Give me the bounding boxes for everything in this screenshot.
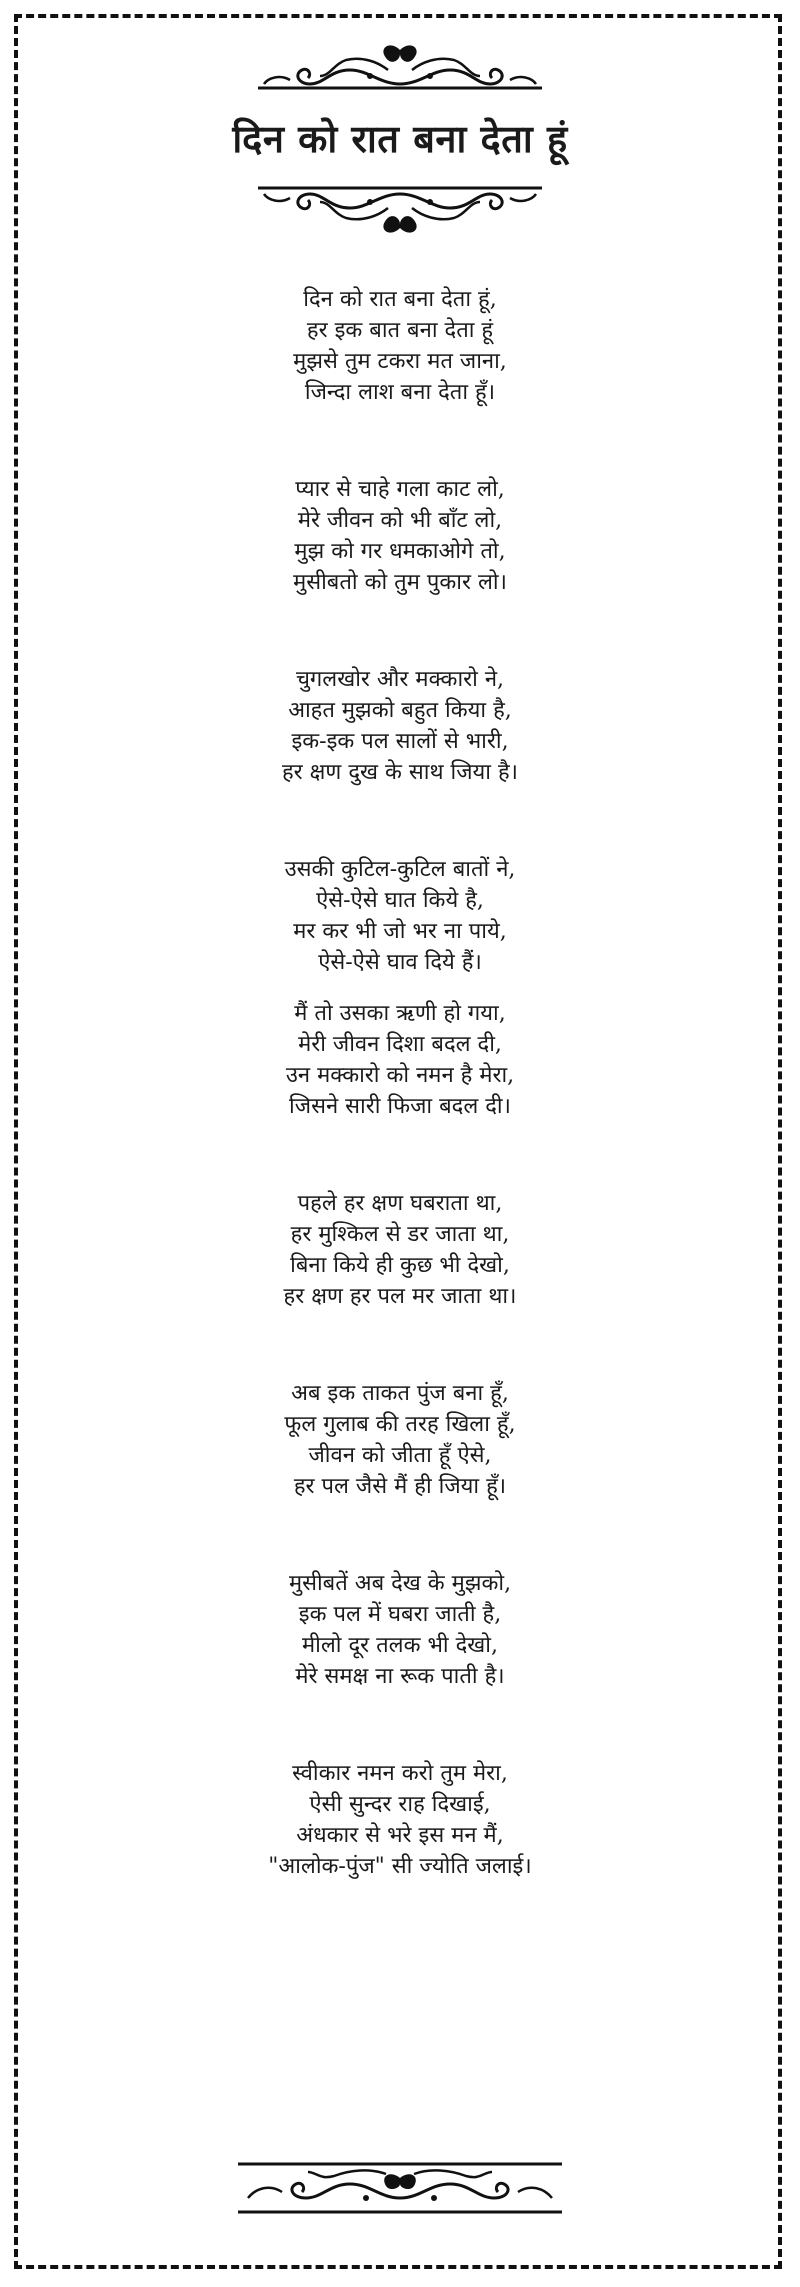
poem-line: मेरे जीवन को भी बाँट लो, — [297, 508, 503, 533]
poem-line: हर इक बात बना देता हूं — [306, 318, 494, 343]
stanza-4 — [0, 854, 800, 978]
stanza-1 — [0, 284, 800, 408]
poem-line: अब इक ताकत पुंज बना हूँ, — [291, 1381, 509, 1406]
ornament-divider-top-icon — [250, 40, 550, 94]
stanza-7 — [0, 1378, 800, 1502]
stanza-5 — [0, 998, 800, 1122]
poem-line: हर पल जैसे मैं ही जिया हूँ। — [293, 1474, 507, 1499]
poem-line: फूल गुलाब की तरह खिला हूँ, — [284, 1412, 516, 1437]
poem-title: दिन को रात बना देता हूं — [232, 116, 568, 161]
poem-line: चुगलखोर और मक्कारो ने, — [295, 667, 505, 692]
poem-line: बिना किये ही कुछ भी देखो, — [290, 1253, 510, 1278]
poem-line: मीलो दूर तलक भी देखो, — [301, 1633, 498, 1658]
poem-line: स्वीकार नमन करो तुम मेरा, — [292, 1761, 508, 1786]
ornament-divider-bottom-icon — [230, 2158, 570, 2218]
stanza-8 — [0, 1568, 800, 1692]
poem-line: ऐसे-ऐसे घाव दिये हैं। — [318, 950, 482, 975]
poem-line: मर कर भी जो भर ना पाये, — [293, 919, 507, 944]
poem-line: ऐसे-ऐसे घात किये है, — [316, 888, 484, 913]
poem-line: मेरी जीवन दिशा बदल दी, — [298, 1032, 502, 1057]
ornament-divider-under-title-icon — [250, 182, 550, 238]
poem-line: अंधकार से भरे इस मन मैं, — [296, 1823, 504, 1848]
poem-line: हर क्षण हर पल मर जाता था। — [283, 1284, 517, 1309]
poem-line: जीवन को जीता हूँ ऐसे, — [308, 1443, 492, 1468]
poem-line: प्यार से चाहे गला काट लो, — [295, 477, 505, 502]
poem-body — [0, 284, 800, 1882]
poem-line: मुझसे तुम टकरा मत जाना, — [293, 349, 507, 374]
poem-line: इक पल में घबरा जाती है, — [298, 1602, 502, 1627]
poem-line: पहले हर क्षण घबराता था, — [297, 1191, 503, 1216]
poem-line: उन मक्कारो को नमन है मेरा, — [285, 1063, 515, 1088]
poem-line: "आलोक-पुंज" सी ज्योति जलाई। — [268, 1854, 532, 1879]
stanza-9 — [0, 1758, 800, 1882]
poem-line: जिसने सारी फिजा बदल दी। — [289, 1094, 511, 1119]
poem-line: आहत मुझको बहुत किया है, — [288, 698, 512, 723]
poem-line: मुसीबतो को तुम पुकार लो। — [293, 570, 507, 595]
poem-line: हर मुश्किल से डर जाता था, — [290, 1222, 510, 1247]
poem-line: दिन को रात बना देता हूं, — [303, 287, 497, 312]
stanza-2 — [0, 474, 800, 598]
poem-line: ऐसी सुन्दर राह दिखाई, — [309, 1792, 491, 1817]
poem-line: इक-इक पल सालों से भारी, — [291, 729, 509, 754]
stanza-6 — [0, 1188, 800, 1312]
poem-line: जिन्दा लाश बना देता हूँ। — [304, 380, 496, 405]
poem-line: मैं तो उसका ऋणी हो गया, — [294, 1001, 506, 1026]
poem-line: हर क्षण दुख के साथ जिया है। — [281, 760, 519, 785]
poem-line: मुसीबतें अब देख के मुझको, — [288, 1571, 512, 1596]
poem-line: मुझ को गर धमकाओगे तो, — [294, 539, 506, 564]
stanza-3 — [0, 664, 800, 788]
poem-line: मेरे समक्ष ना रूक पाती है। — [295, 1664, 505, 1689]
poem-line: उसकी कुटिल-कुटिल बातों ने, — [284, 857, 516, 882]
